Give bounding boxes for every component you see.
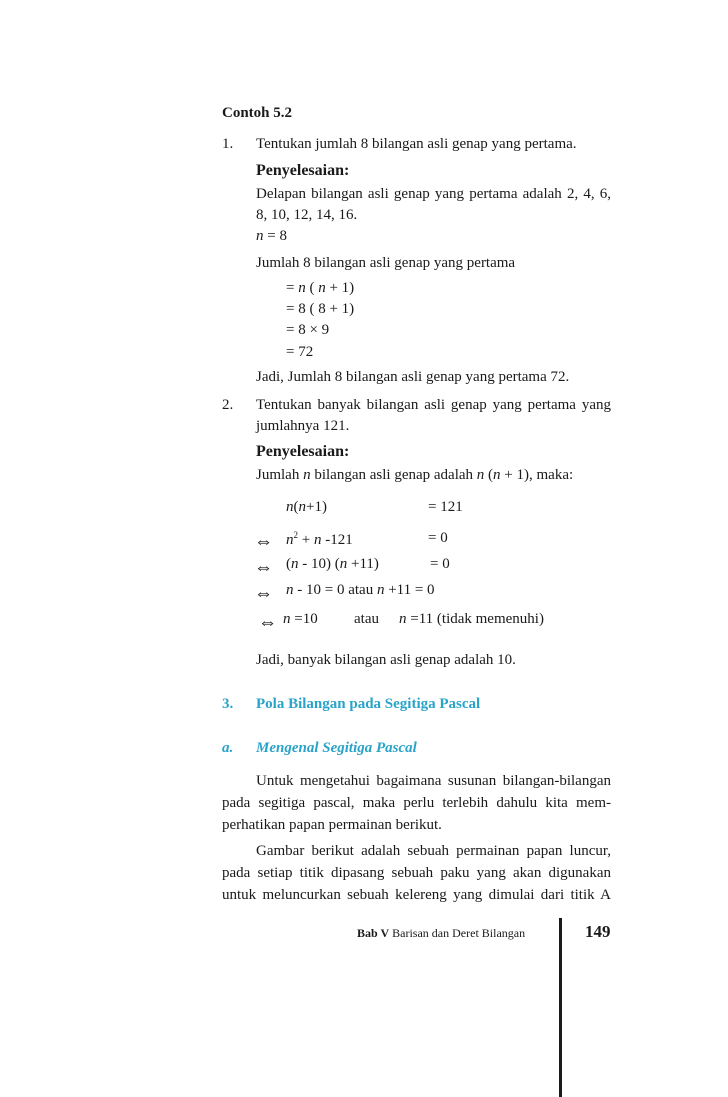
q1-n-equals: n = 8 <box>256 228 287 244</box>
q2-number: 2. <box>222 397 234 413</box>
section-number: 3. <box>222 696 234 712</box>
subsection-title: Mengenal Segitiga Pascal <box>256 740 417 756</box>
q2-intro: Jumlah n bilangan asli genap adalah n (n + 1), maka: <box>256 467 574 483</box>
q2-eq-row-4: n - 10 = 0 atau n +11 = 0 <box>286 582 435 598</box>
paragraph-2-line-1: Gambar berikut adalah sebuah permainan papan luncur, <box>256 843 611 859</box>
q2-conclusion: Jadi, banyak bilangan asli genap adalah 10. <box>256 652 516 668</box>
q2-eq-row-1-lhs: n(n+1) <box>286 499 327 515</box>
equivalence-arrow-icon: ⇔ <box>258 612 277 633</box>
q1-text: Tentukan jumlah 8 bilangan asli genap yang pertama. <box>256 136 577 152</box>
equivalence-arrow-icon: ⇔ <box>254 583 273 604</box>
paragraph-1-line-3: perhatikan papan permainan berikut. <box>222 817 442 833</box>
q2-solution-label: Penyelesaian: <box>256 443 350 460</box>
q1-step-1: = n ( n + 1) <box>286 280 355 296</box>
q1-line-2: 8, 10, 12, 14, 16. <box>256 207 358 223</box>
q1-number: 1. <box>222 136 234 152</box>
q1-line-1: Delapan bilangan asli genap yang pertama adalah 2, 4, 6, <box>256 186 611 202</box>
equivalence-arrow-icon: ⇔ <box>254 557 273 578</box>
q2-eq-row-5a: n =10 <box>283 611 318 627</box>
footer-divider <box>559 918 562 1097</box>
example-title: Contoh 5.2 <box>222 105 293 121</box>
q2-eq-row-3-lhs: (n - 10) (n +11) <box>286 556 379 572</box>
q2-eq-row-5-atau: atau <box>354 611 379 627</box>
q2-text-1: Tentukan banyak bilangan asli genap yang pertama yang <box>256 397 611 413</box>
q1-step-4: = 72 <box>286 344 314 360</box>
q1-step-3: = 8 × 9 <box>286 322 330 338</box>
equivalence-arrow-icon: ⇔ <box>254 531 273 552</box>
paragraph-2-line-3: untuk meluncurkan sebuah kelereng yang dimulai dari titik A <box>222 887 611 903</box>
paragraph-1-line-1: Untuk mengetahui bagaimana susunan bilangan-bilangan <box>256 773 611 789</box>
q1-step-2: = 8 ( 8 + 1) <box>286 301 355 317</box>
q1-sum-label: Jumlah 8 bilangan asli genap yang pertama <box>256 255 516 271</box>
subsection-letter: a. <box>222 740 234 756</box>
q2-eq-row-1-rhs: = 121 <box>428 499 463 515</box>
q1-solution-label: Penyelesaian: <box>256 162 350 179</box>
q1-conclusion: Jadi, Jumlah 8 bilangan asli genap yang pertama 72. <box>256 369 570 385</box>
q2-eq-row-3-rhs: = 0 <box>430 556 450 572</box>
running-footer: Bab V Barisan dan Deret Bilangan <box>357 926 526 940</box>
q2-eq-row-5b: n =11 (tidak memenuhi) <box>399 611 544 627</box>
q2-eq-row-2-rhs: = 0 <box>428 530 448 546</box>
page-number: 149 <box>585 922 611 941</box>
paragraph-1-line-2: pada segitiga pascal, maka perlu terlebih dahulu kita mem- <box>222 795 611 811</box>
paragraph-2-line-2: pada setiap titik dipasang sebuah paku yang akan digunakan <box>222 865 611 881</box>
section-title: Pola Bilangan pada Segitiga Pascal <box>256 696 481 712</box>
q2-text-2: jumlahnya 121. <box>256 418 350 434</box>
q2-eq-row-2-lhs: $n^2 + n$ -121 <box>286 530 353 548</box>
